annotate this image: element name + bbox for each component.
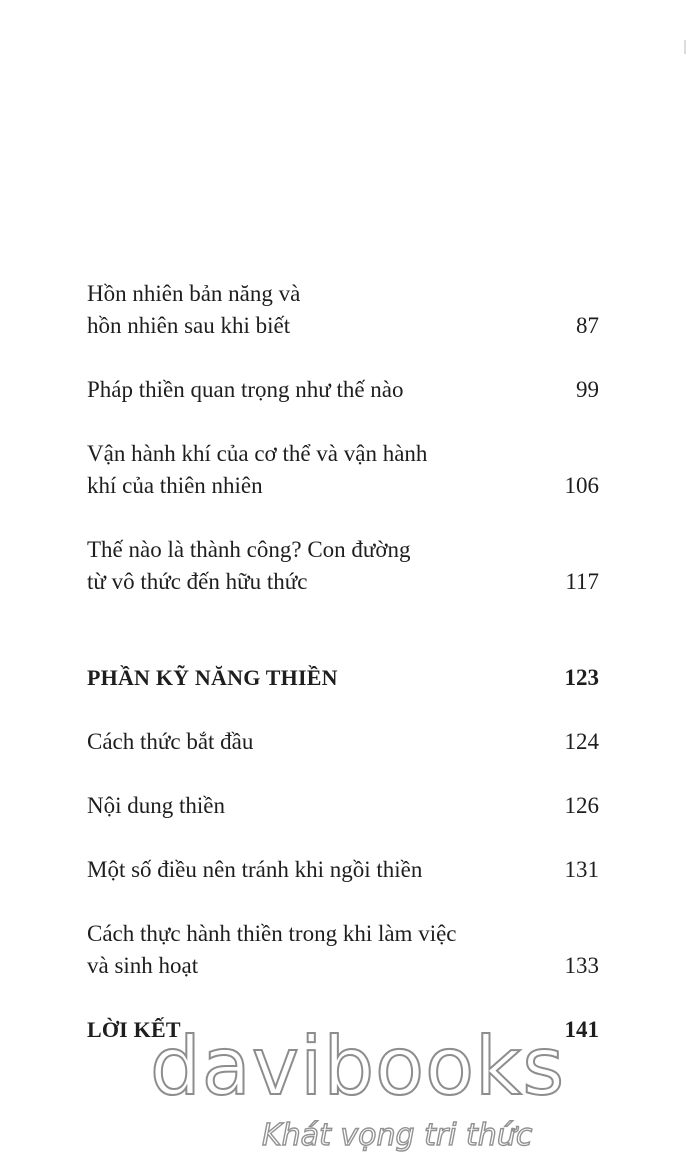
toc-entry-page: 117 [565, 569, 599, 594]
toc-entry-title [87, 534, 527, 598]
toc-entry-title-line: Nội dung thiền [87, 793, 225, 818]
toc-entry-1 [87, 278, 599, 342]
page-edge-mark [684, 40, 686, 54]
toc-entry-page: 124 [564, 729, 599, 754]
toc-entry-2 [87, 374, 599, 406]
toc-entry-title-line: Pháp thiền quan trọng như thế nào [87, 377, 404, 402]
toc-entry-title-line: PHẦN KỸ NĂNG THIỀN [87, 665, 338, 690]
toc-entry-8 [87, 854, 599, 886]
toc-entry-title [87, 374, 527, 406]
toc-entry-3 [87, 438, 599, 502]
toc-section-title [87, 662, 527, 694]
toc-entry-title-line: Hồn nhiên bản năng và [87, 281, 301, 306]
toc-entry-page: 141 [564, 1017, 599, 1042]
toc-entry-6 [87, 726, 599, 758]
toc-entry-page: 131 [564, 857, 599, 882]
publisher-watermark [150, 1020, 566, 1162]
toc-section-ky-nang-thien [87, 662, 599, 694]
toc-entry-page: 106 [564, 473, 599, 498]
toc-entry-title [87, 854, 527, 886]
toc-entry-page: 133 [564, 953, 599, 978]
toc-entry-page: 87 [576, 313, 599, 338]
toc-entry-4 [87, 534, 599, 598]
toc-entry-title-line: Một số điều nên tránh khi ngồi thiền [87, 857, 423, 882]
watermark-logo-text: davibooks [150, 1020, 566, 1113]
toc-entry-title [87, 438, 527, 502]
toc-entry-title-line: Vận hành khí của cơ thể và vận hành [87, 441, 428, 466]
toc-entry-title-line: hồn nhiên sau khi biết [87, 313, 291, 338]
toc-entry-title [87, 726, 527, 758]
toc-entry-title [87, 278, 527, 342]
toc-entry-title-line: từ vô thức đến hữu thức [87, 569, 308, 594]
toc-entry-title-line: khí của thiên nhiên [87, 473, 263, 498]
toc-entry-page: 123 [564, 665, 599, 690]
toc-entry-title-line: Cách thức bắt đầu [87, 729, 254, 754]
toc-entry-page: 99 [576, 377, 599, 402]
toc-entry-title-line: Thế nào là thành công? Con đường [87, 537, 411, 562]
toc-entry-title-line: và sinh hoạt [87, 953, 199, 978]
watermark-tagline: Khát vọng tri thức [262, 1118, 533, 1153]
toc-entry-9 [87, 918, 599, 982]
toc-entry-title-line: LỜI KẾT [87, 1017, 181, 1042]
toc-entry-title [87, 918, 527, 982]
toc-entry-7 [87, 790, 599, 822]
toc-entry-title-line: Cách thực hành thiền trong khi làm việc [87, 921, 457, 946]
toc-entry-page: 126 [564, 793, 599, 818]
toc-entry-title [87, 790, 527, 822]
